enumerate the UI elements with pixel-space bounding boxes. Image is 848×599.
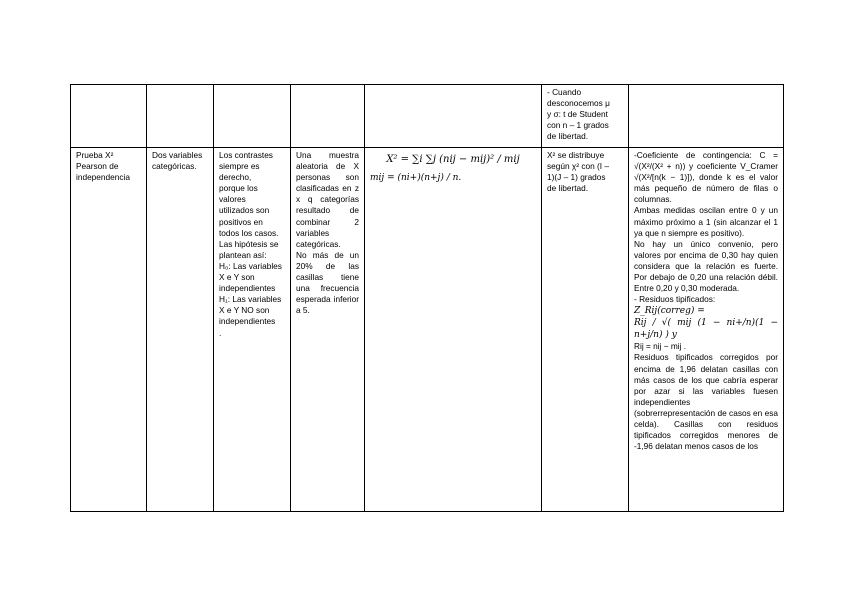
table-cell [214,148,291,512]
table-row [71,148,784,512]
contingency-coefficient-text: -Coeficiente de contingencia: C = √(X²/(X² + n)) y coeficiente V_Cramer √(X²/[n(k − 1)]), donde k es el valor más pequeño de número de filas o columnas. [634,150,778,205]
table-row [71,85,784,148]
table-cell [71,85,147,148]
statistics-table [70,84,784,512]
table-cell [147,85,214,148]
residuals-heading: - Residuos tipificados: [634,294,716,305]
residual-definition: Rij = nij − mij . [634,341,687,352]
assumptions-text: Una muestra aleatoria de X personas son clasificadas en z x q categorías resultado de combinar 2 variables categóricas. No más de un 20% de las casillas tiene una frecuencia esperada inferior a 5. [296,150,359,316]
table-cell [542,85,629,148]
test-name: Prueba X² Pearson de independencia [76,150,130,183]
expected-frequency-formula: mij = (ni+)(n+j) / n. [370,173,462,183]
table-cell [291,85,365,148]
residual-interpretation-text: Residuos tipificados corregidos por encima de 1,96 delatan casillas con más casos de los que cabría esperar por azar si las variables fuesen independientes [634,352,778,407]
hypotheses-text: Los contrastes siempre es derecho, porque los valores utilizados son positivos en todos los casos. Las hipótesis se plantean así: H₀: Las variables X e Y son independientes H₁: Las variables X e Y NO son independientes . [219,150,282,338]
measures-range-text: Ambas medidas oscilan entre 0 y un máximo próximo a 1 (sin alcanzar el 1 ya que n siempre es positivo). [634,205,778,238]
table-cell [365,148,542,512]
table-cell [214,85,291,148]
chi-square-formula: X² = ∑i ∑j (nij − mij)² / mij [386,154,520,165]
convention-text: No hay un único convenio, pero valores por encima de 0,30 hay quien considera que la relación es fuerte. Por debajo de 0,20 una relación débil. Entre 0,20 y 0,30 moderada. [634,238,778,294]
table-cell [629,85,784,148]
overrepresentation-text: (sobrerrepresentación de casos en esa celda). Casillas con residuos tipificados corregidos menores de -1,96 delatan menos casos de los [634,407,778,452]
table-cell [71,148,147,512]
distribution-note: - Cuando desconocemos μ y σ: t de Student con n – 1 grados de libertad. [547,87,610,142]
table-cell [542,148,629,512]
corrected-residual-expression: Rij / √( mij (1 − ni+/n)(1 − n+j/n) ) y [634,318,778,341]
variables-type: Dos variables categóricas. [152,150,203,172]
table-cell [365,85,542,148]
table-cell [629,148,784,512]
table-cell [147,148,214,512]
corrected-residual-formula: Z_Rij(correg) = [634,306,705,317]
table-cell [291,148,365,512]
distribution-text: X² se distribuye según χ² con (I – 1)(J – 1) grados de libertad. [547,150,610,194]
